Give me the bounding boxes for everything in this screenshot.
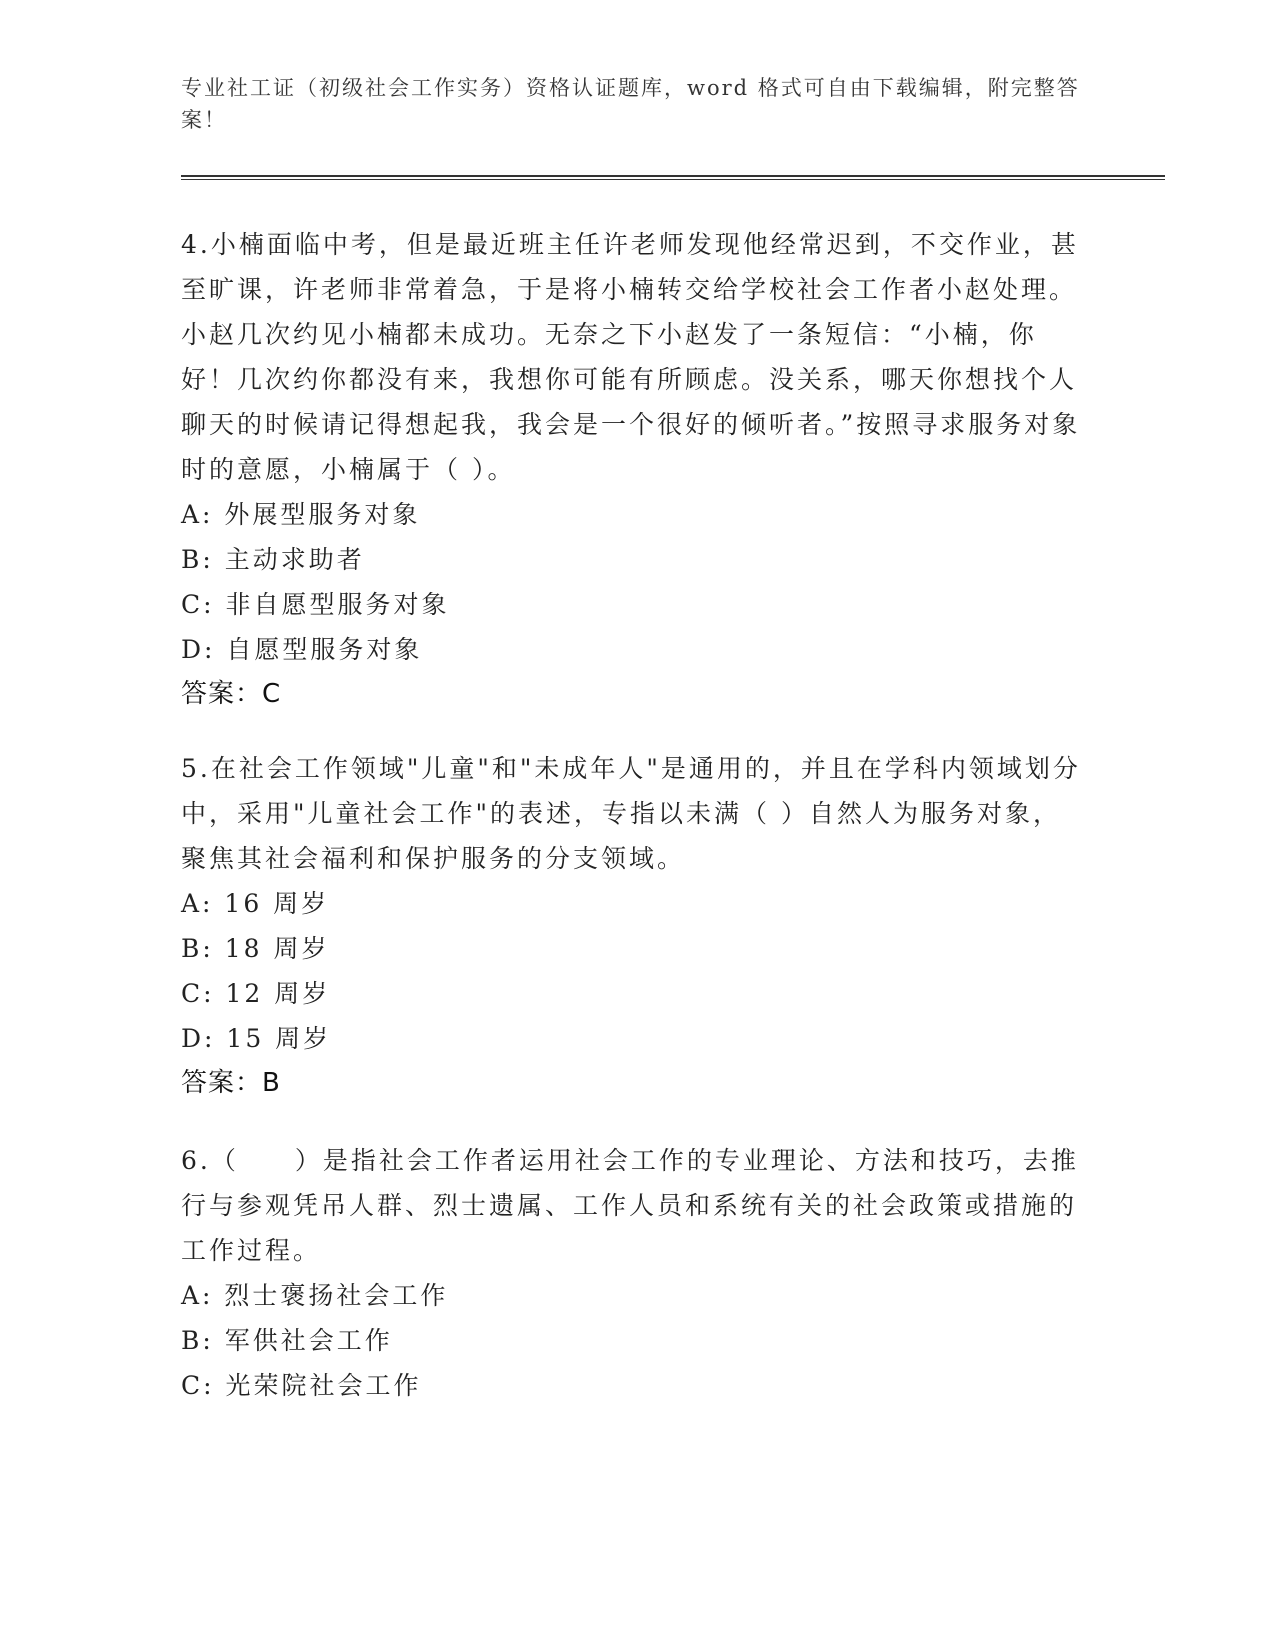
option-a: A: 外展型服务对象	[181, 500, 421, 529]
option-c: C: 12 周岁	[181, 979, 331, 1008]
question-6	[181, 1138, 1081, 1408]
option-b: B: 主动求助者	[181, 545, 365, 574]
question-stem: 6.（ ）是指社会工作者运用社会工作的专业理论、方法和技巧，去推行与参观凭吊人群、烈士遗属、工作人员和系统有关的社会政策或措施的工作过程。	[181, 1146, 1079, 1265]
option-c: C: 非自愿型服务对象	[181, 590, 450, 619]
header-divider	[181, 175, 1165, 180]
option-a: A: 烈士褒扬社会工作	[181, 1281, 449, 1310]
answer-line: 答案：B	[181, 1068, 281, 1098]
option-a: A: 16 周岁	[181, 889, 330, 918]
question-stem: 5.在社会工作领域"儿童"和"未成年人"是通用的，并且在学科内领域划分中，采用"儿童社会工作"的表述，专指以未满（ ）自然人为服务对象，聚焦其社会福利和保护服务的分支领域。	[181, 754, 1081, 873]
option-b: B: 军供社会工作	[181, 1326, 393, 1355]
option-c: C: 光荣院社会工作	[181, 1371, 422, 1400]
header-text: 专业社工证（初级社会工作实务）资格认证题库，word 格式可自由下载编辑，附完整答案！	[181, 76, 1080, 132]
question-5	[181, 746, 1081, 1106]
document-header	[181, 72, 1081, 136]
option-d: D: 15 周岁	[181, 1024, 332, 1053]
option-d: D: 自愿型服务对象	[181, 635, 423, 664]
question-4	[181, 222, 1081, 717]
answer-line: 答案：C	[181, 679, 282, 709]
option-b: B: 18 周岁	[181, 934, 330, 963]
question-stem: 4.小楠面临中考，但是最近班主任许老师发现他经常迟到，不交作业，甚至旷课，许老师非常着急，于是将小楠转交给学校社会工作者小赵处理。小赵几次约见小楠都未成功。无奈之下小赵发了一条短信：“小楠，你好！几次约你都没有来，我想你可能有所顾虑。没关系，哪天你想找个人聊天的时候请记得想起我，我会是一个很好的倾听者。”按照寻求服务对象时的意愿，小楠属于（ ）。	[181, 230, 1081, 484]
